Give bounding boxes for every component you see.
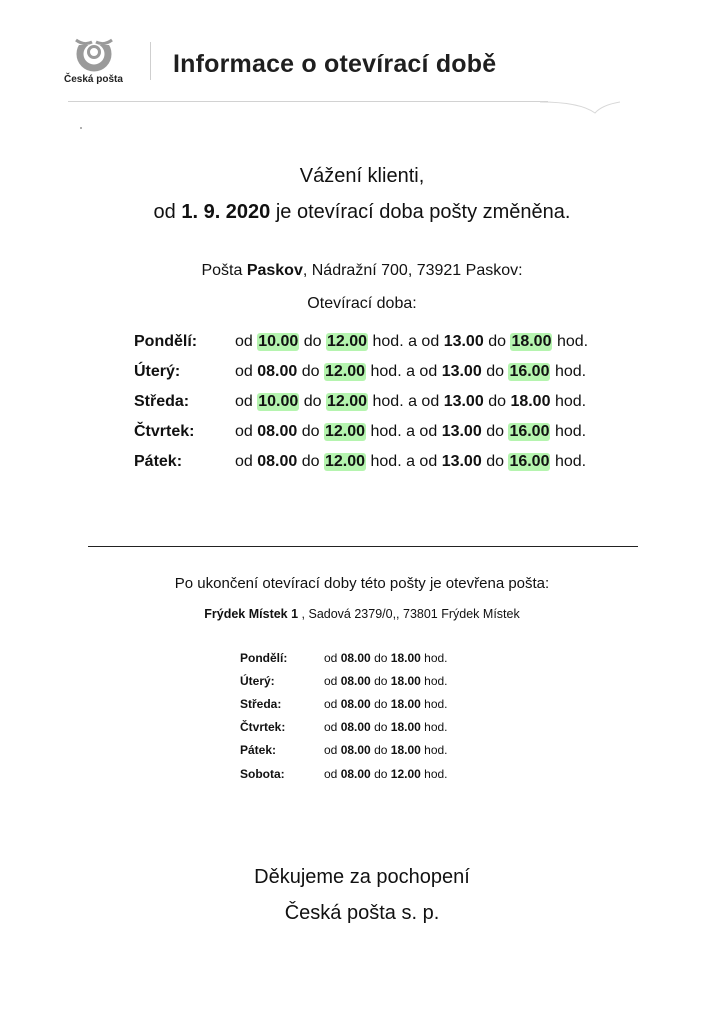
time-to-2: 16.00 bbox=[509, 453, 550, 470]
word-hod-a-od: hod. a od bbox=[370, 453, 438, 470]
secondary-hours-table bbox=[240, 646, 448, 785]
notice-prefix: od bbox=[153, 201, 176, 223]
time-from-2: 13.00 bbox=[441, 453, 482, 470]
day-label: Sobota: bbox=[240, 766, 285, 781]
branch-address bbox=[0, 262, 724, 280]
word-do: do bbox=[303, 333, 322, 350]
word-do: do bbox=[374, 650, 388, 665]
effective-date: 1. 9. 2020 bbox=[181, 201, 271, 223]
time-from-1: 10.00 bbox=[258, 333, 299, 350]
word-od: od bbox=[235, 393, 253, 410]
thanks-line: Děkujeme za pochopení bbox=[254, 866, 470, 888]
secondary-hours-row bbox=[240, 669, 448, 692]
time-to-1: 12.00 bbox=[325, 363, 366, 380]
time-from-2: 13.00 bbox=[441, 423, 482, 440]
logo-wordmark: Česká pošta bbox=[64, 74, 123, 85]
secondary-hours-row bbox=[240, 646, 448, 669]
time-to: 18.00 bbox=[390, 650, 421, 665]
time-from: 08.00 bbox=[340, 766, 371, 781]
time-to: 18.00 bbox=[390, 743, 421, 758]
word-hod-a-od: hod. a od bbox=[370, 363, 438, 380]
ceska-posta-logo bbox=[64, 36, 144, 96]
word-od: od bbox=[324, 743, 338, 758]
hours-row bbox=[134, 327, 588, 357]
day-label: Čtvrtek: bbox=[240, 720, 286, 735]
day-label: Úterý: bbox=[134, 363, 181, 380]
signature: Česká pošta s. p. bbox=[284, 902, 440, 924]
time-from-1: 08.00 bbox=[257, 423, 298, 440]
day-label: Pondělí: bbox=[134, 333, 198, 350]
header-rule bbox=[68, 101, 548, 102]
time-to: 12.00 bbox=[390, 766, 421, 781]
word-do: do bbox=[488, 333, 506, 350]
after-hours-notice: Po ukončení otevírací doby této pošty je otevřena pošta: bbox=[174, 575, 550, 592]
word-do: do bbox=[486, 453, 504, 470]
word-od: od bbox=[235, 423, 253, 440]
time-to-2: 18.00 bbox=[511, 333, 552, 350]
word-do: do bbox=[301, 423, 320, 440]
secondary-hours-row bbox=[240, 716, 448, 739]
day-label: Pondělí: bbox=[240, 650, 288, 665]
word-od: od bbox=[235, 333, 253, 350]
word-hod: hod. bbox=[424, 766, 448, 781]
word-od: od bbox=[324, 766, 338, 781]
hours-heading: Otevírací doba: bbox=[307, 295, 417, 312]
day-label: Středa: bbox=[134, 393, 190, 410]
branch-name: Paskov bbox=[246, 262, 303, 279]
day-label: Pátek: bbox=[134, 453, 183, 470]
branch-prefix: Pošta bbox=[201, 262, 243, 279]
word-do: do bbox=[303, 393, 322, 410]
word-hod: hod. bbox=[556, 333, 589, 350]
branch-address-text: , Nádražní 700, 73921 Paskov: bbox=[302, 262, 523, 279]
scan-speck bbox=[80, 127, 82, 129]
section-divider bbox=[88, 546, 638, 547]
secondary-hours-row bbox=[240, 739, 448, 762]
word-od: od bbox=[235, 363, 253, 380]
word-hod: hod. bbox=[554, 423, 587, 440]
time-to-2: 16.00 bbox=[509, 363, 550, 380]
word-hod: hod. bbox=[554, 363, 587, 380]
word-hod-a-od: hod. a od bbox=[370, 423, 438, 440]
word-hod: hod. bbox=[554, 453, 587, 470]
time-to-2: 18.00 bbox=[510, 393, 551, 410]
secondary-hours-row bbox=[240, 692, 448, 715]
alternate-office bbox=[0, 607, 724, 621]
word-hod: hod. bbox=[424, 720, 448, 735]
notice-suffix: je otevírací doba pošty změněna. bbox=[275, 201, 571, 223]
time-from: 08.00 bbox=[340, 743, 371, 758]
time-from: 08.00 bbox=[340, 720, 371, 735]
header-divider bbox=[150, 42, 151, 80]
word-do: do bbox=[374, 720, 388, 735]
hours-row bbox=[134, 387, 588, 417]
word-od: od bbox=[235, 453, 253, 470]
word-do: do bbox=[486, 423, 504, 440]
time-to: 18.00 bbox=[390, 720, 421, 735]
word-do: do bbox=[486, 363, 504, 380]
word-do: do bbox=[374, 696, 388, 711]
time-to-1: 12.00 bbox=[327, 333, 368, 350]
day-label: Úterý: bbox=[240, 673, 275, 688]
word-hod: hod. bbox=[424, 673, 448, 688]
header-rule-curve bbox=[540, 101, 620, 115]
word-do: do bbox=[374, 743, 388, 758]
time-from-1: 10.00 bbox=[258, 393, 299, 410]
time-from-2: 13.00 bbox=[443, 393, 484, 410]
word-od: od bbox=[324, 696, 338, 711]
greeting-line: Vážení klienti, bbox=[299, 165, 425, 187]
word-hod: hod. bbox=[424, 696, 448, 711]
time-from-2: 13.00 bbox=[443, 333, 484, 350]
hours-row bbox=[134, 447, 588, 477]
time-to-1: 12.00 bbox=[325, 423, 366, 440]
alternate-office-name: Frýdek Místek 1 bbox=[204, 607, 299, 621]
time-to: 18.00 bbox=[390, 673, 421, 688]
time-from-2: 13.00 bbox=[441, 363, 482, 380]
word-od: od bbox=[324, 673, 338, 688]
change-notice bbox=[0, 201, 724, 224]
word-hod: hod. bbox=[424, 650, 448, 665]
alternate-office-address: , Sadová 2379/0,, 73801 Frýdek Místek bbox=[298, 607, 520, 621]
time-from: 08.00 bbox=[340, 650, 371, 665]
hours-row bbox=[134, 417, 588, 447]
day-label: Čtvrtek: bbox=[134, 423, 195, 440]
time-to-1: 12.00 bbox=[325, 453, 366, 470]
word-do: do bbox=[301, 363, 320, 380]
hours-row bbox=[134, 357, 588, 387]
time-from: 08.00 bbox=[340, 696, 371, 711]
word-hod-a-od: hod. a od bbox=[372, 393, 440, 410]
main-hours-table bbox=[134, 327, 588, 477]
word-hod-a-od: hod. a od bbox=[372, 333, 440, 350]
word-do: do bbox=[488, 393, 506, 410]
day-label: Středa: bbox=[240, 696, 282, 711]
time-to-2: 16.00 bbox=[509, 423, 550, 440]
time-from: 08.00 bbox=[340, 673, 371, 688]
time-from-1: 08.00 bbox=[257, 363, 298, 380]
word-od: od bbox=[324, 720, 338, 735]
time-to: 18.00 bbox=[390, 696, 421, 711]
time-to-1: 12.00 bbox=[327, 393, 368, 410]
word-hod: hod. bbox=[554, 393, 587, 410]
word-od: od bbox=[324, 650, 338, 665]
post-horn-icon bbox=[70, 36, 120, 72]
secondary-hours-row bbox=[240, 762, 448, 785]
word-hod: hod. bbox=[424, 743, 448, 758]
day-label: Pátek: bbox=[240, 743, 277, 758]
word-do: do bbox=[374, 766, 388, 781]
word-do: do bbox=[301, 453, 320, 470]
word-do: do bbox=[374, 673, 388, 688]
page-title: Informace o otevírací době bbox=[173, 50, 497, 78]
time-from-1: 08.00 bbox=[257, 453, 298, 470]
